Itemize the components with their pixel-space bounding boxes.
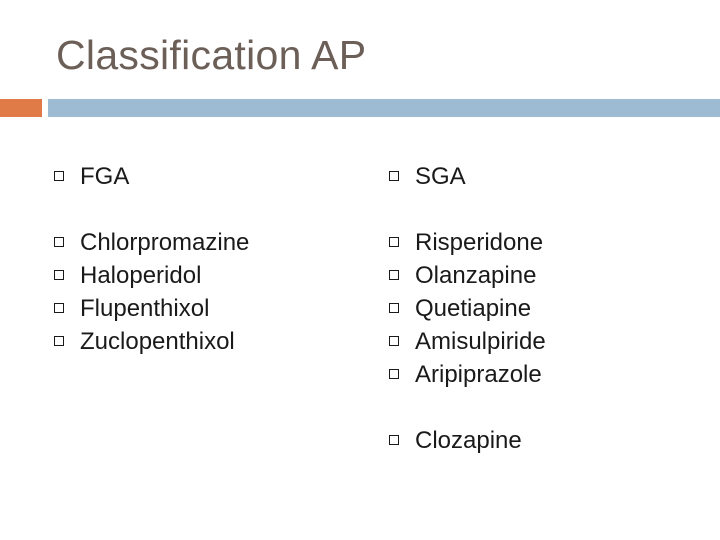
list-item-clozapine bbox=[385, 426, 546, 459]
list-item bbox=[50, 261, 249, 294]
list-item-label: Quetiapine bbox=[415, 295, 532, 322]
list-item bbox=[50, 294, 249, 327]
list-item bbox=[385, 360, 546, 393]
list-item-label: Flupenthixol bbox=[80, 295, 210, 322]
square-bullet-icon bbox=[389, 171, 399, 181]
square-bullet-icon bbox=[389, 369, 399, 379]
title-rule-accent bbox=[0, 99, 42, 117]
slide-title: Classification AP bbox=[56, 32, 367, 78]
list-item-label: Amisulpiride bbox=[415, 328, 546, 355]
square-bullet-icon bbox=[389, 270, 399, 280]
right-column-list bbox=[385, 162, 546, 459]
square-bullet-icon bbox=[54, 336, 64, 346]
square-bullet-icon bbox=[54, 237, 64, 247]
list-item-label: Olanzapine bbox=[415, 262, 537, 289]
list-item-label: Aripiprazole bbox=[415, 361, 542, 388]
square-bullet-icon bbox=[54, 171, 64, 181]
list-item bbox=[385, 327, 546, 360]
list-item bbox=[385, 261, 546, 294]
list-item-label: Chlorpromazine bbox=[80, 229, 250, 256]
square-bullet-icon bbox=[54, 303, 64, 313]
list-item bbox=[50, 228, 249, 261]
list-item bbox=[385, 294, 546, 327]
list-item-label: SGA bbox=[415, 163, 466, 190]
square-bullet-icon bbox=[389, 336, 399, 346]
square-bullet-icon bbox=[54, 270, 64, 280]
list-item-label: FGA bbox=[80, 163, 130, 190]
list-item-label: Clozapine bbox=[415, 427, 522, 454]
list-item-label: Risperidone bbox=[415, 229, 544, 256]
list-item-label: Zuclopenthixol bbox=[80, 328, 235, 355]
square-bullet-icon bbox=[389, 435, 399, 445]
list-item-label: Haloperidol bbox=[80, 262, 202, 289]
list-item bbox=[50, 327, 249, 360]
list-item bbox=[385, 228, 546, 261]
list-item-heading-fga bbox=[50, 162, 249, 195]
list-item-heading-sga bbox=[385, 162, 546, 195]
square-bullet-icon bbox=[389, 237, 399, 247]
title-rule-bar bbox=[48, 99, 720, 117]
square-bullet-icon bbox=[389, 303, 399, 313]
left-column-list bbox=[50, 162, 249, 360]
